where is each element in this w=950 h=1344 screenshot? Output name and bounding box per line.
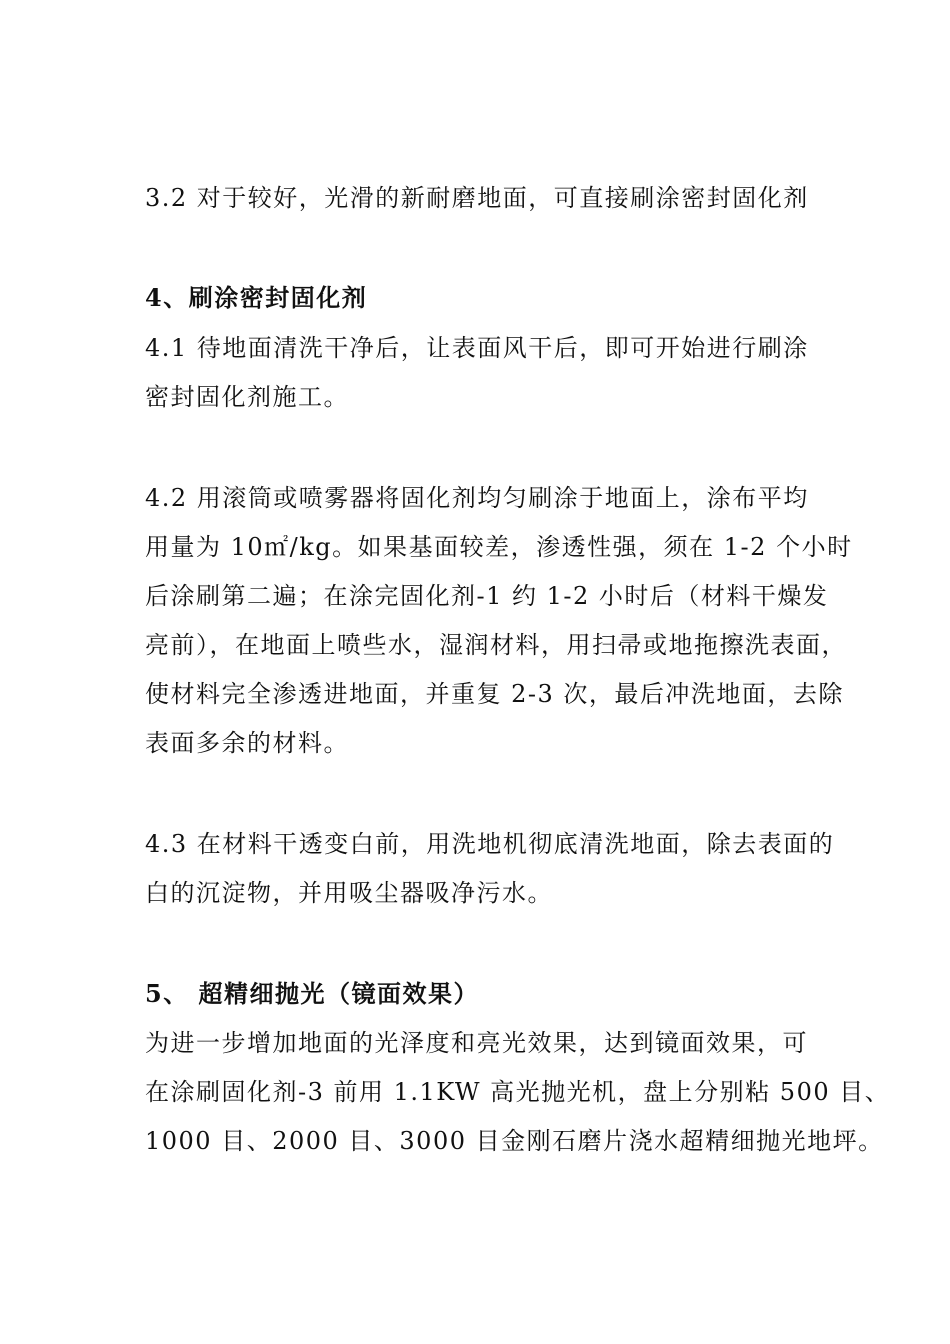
paragraph-5-line-1: 为进一步增加地面的光泽度和亮光效果，达到镜面效果，可 xyxy=(145,1029,808,1057)
heading-section-5: 5、 超精细抛光（镜面效果） xyxy=(145,979,480,1008)
paragraph-4-1-line-2: 密封固化剂施工。 xyxy=(145,383,349,411)
paragraph-3-2: 3.2 对于较好，光滑的新耐磨地面，可直接刷涂密封固化剂 xyxy=(145,184,809,212)
paragraph-4-2-line-6: 表面多余的材料。 xyxy=(145,729,349,757)
paragraph-4-3-line-1: 4.3 在材料干透变白前，用洗地机彻底清洗地面，除去表面的 xyxy=(145,830,835,858)
paragraph-5-line-3: 1000 目、2000 目、3000 目金刚石磨片浇水超精细抛光地坪。 xyxy=(145,1127,884,1155)
paragraph-4-2-line-2: 用量为 10㎡/kg。如果基面较差，渗透性强，须在 1-2 个小时 xyxy=(145,533,853,561)
paragraph-4-2-line-4: 亮前），在地面上喷些水，湿润材料，用扫帚或地拖擦洗表面， xyxy=(145,631,847,659)
paragraph-4-2-line-1: 4.2 用滚筒或喷雾器将固化剂均匀刷涂于地面上，涂布平均 xyxy=(145,484,809,512)
paragraph-4-3-line-2: 白的沉淀物，并用吸尘器吸净污水。 xyxy=(145,879,553,907)
heading-section-4: 4、刷涂密封固化剂 xyxy=(145,283,368,312)
paragraph-4-2-line-3: 后涂刷第二遍；在涂完固化剂-1 约 1-2 小时后（材料干燥发 xyxy=(145,582,829,610)
paragraph-4-1-line-1: 4.1 待地面清洗干净后，让表面风干后，即可开始进行刷涂 xyxy=(145,334,809,362)
paragraph-5-line-2: 在涂刷固化剂-3 前用 1.1KW 高光抛光机，盘上分别粘 500 目、 xyxy=(145,1078,891,1106)
paragraph-4-2-line-5: 使材料完全渗透进地面，并重复 2-3 次，最后冲洗地面，去除 xyxy=(145,680,844,708)
